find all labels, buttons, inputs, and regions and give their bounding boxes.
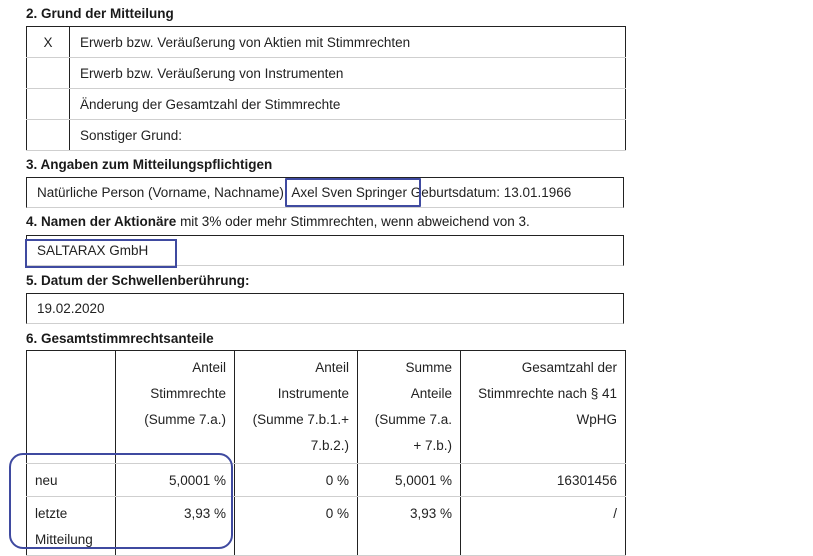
table-row xyxy=(27,89,626,120)
table-row xyxy=(27,27,626,58)
reason-label: Änderung der Gesamtzahl der Stimmrechte xyxy=(70,89,626,120)
section-3-heading: 3. Angaben zum Mitteilungspflichtigen xyxy=(26,157,273,172)
reason-label: Erwerb bzw. Veräußerung von Aktien mit Stimmrechten xyxy=(70,27,626,58)
section-6-heading: 6. Gesamtstimmrechtsanteile xyxy=(26,331,214,346)
threshold-date: 19.02.2020 xyxy=(37,301,105,316)
header-cell: Summe Anteile (Summe 7.a. + 7.b.) xyxy=(358,351,461,464)
notifier-birthdate: Geburtsdatum: 13.01.1966 xyxy=(406,185,572,200)
row-label: letzte Mitteilung xyxy=(27,497,116,556)
header-cell: Anteil Stimmrechte (Summe 7.a.) xyxy=(116,351,235,464)
cell-summe: 3,93 % xyxy=(358,497,461,556)
header-cell xyxy=(27,351,116,464)
highlight-box xyxy=(9,453,233,549)
notifier-prefix: Natürliche Person (Vorname, Nachname): xyxy=(37,185,292,200)
reason-mark: X xyxy=(27,27,70,58)
reason-mark xyxy=(27,89,70,120)
header-cell: Anteil Instrumente (Summe 7.b.1.+ 7.b.2.) xyxy=(235,351,358,464)
highlight-box xyxy=(285,178,421,207)
reason-label: Sonstiger Grund: xyxy=(70,120,626,151)
table-header-row xyxy=(27,351,626,464)
cell-stimmrechte: 3,93 % xyxy=(116,497,235,556)
cell-summe: 5,0001 % xyxy=(358,464,461,497)
threshold-date-box xyxy=(26,293,624,324)
section-5-heading: 5. Datum der Schwellenberührung: xyxy=(26,273,250,288)
reason-mark xyxy=(27,58,70,89)
table-row xyxy=(27,120,626,151)
row-label: neu xyxy=(27,464,116,497)
shareholder-name: SALTARAX GmbH xyxy=(37,243,149,258)
cell-stimmrechte: 5,0001 % xyxy=(116,464,235,497)
cell-instrumente: 0 % xyxy=(235,497,358,556)
table-row xyxy=(27,58,626,89)
header-cell: Gesamtzahl der Stimmrechte nach § 41 WpHG xyxy=(461,351,626,464)
section-4-heading-bold: 4. Namen der Aktionäre xyxy=(26,214,177,229)
cell-instrumente: 0 % xyxy=(235,464,358,497)
reason-mark xyxy=(27,120,70,151)
section-2-heading: 2. Grund der Mitteilung xyxy=(26,6,174,21)
reason-label: Erwerb bzw. Veräußerung von Instrumenten xyxy=(70,58,626,89)
cell-gesamtzahl: 16301456 xyxy=(461,464,626,497)
section-4-heading xyxy=(26,214,530,229)
reason-table xyxy=(26,26,626,151)
highlight-box xyxy=(25,239,177,268)
notifier-name: Axel Sven Springer xyxy=(291,185,407,200)
cell-gesamtzahl: / xyxy=(461,497,626,556)
section-4-heading-rest: mit 3% oder mehr Stimmrechten, wenn abweichend von 3. xyxy=(176,214,530,229)
